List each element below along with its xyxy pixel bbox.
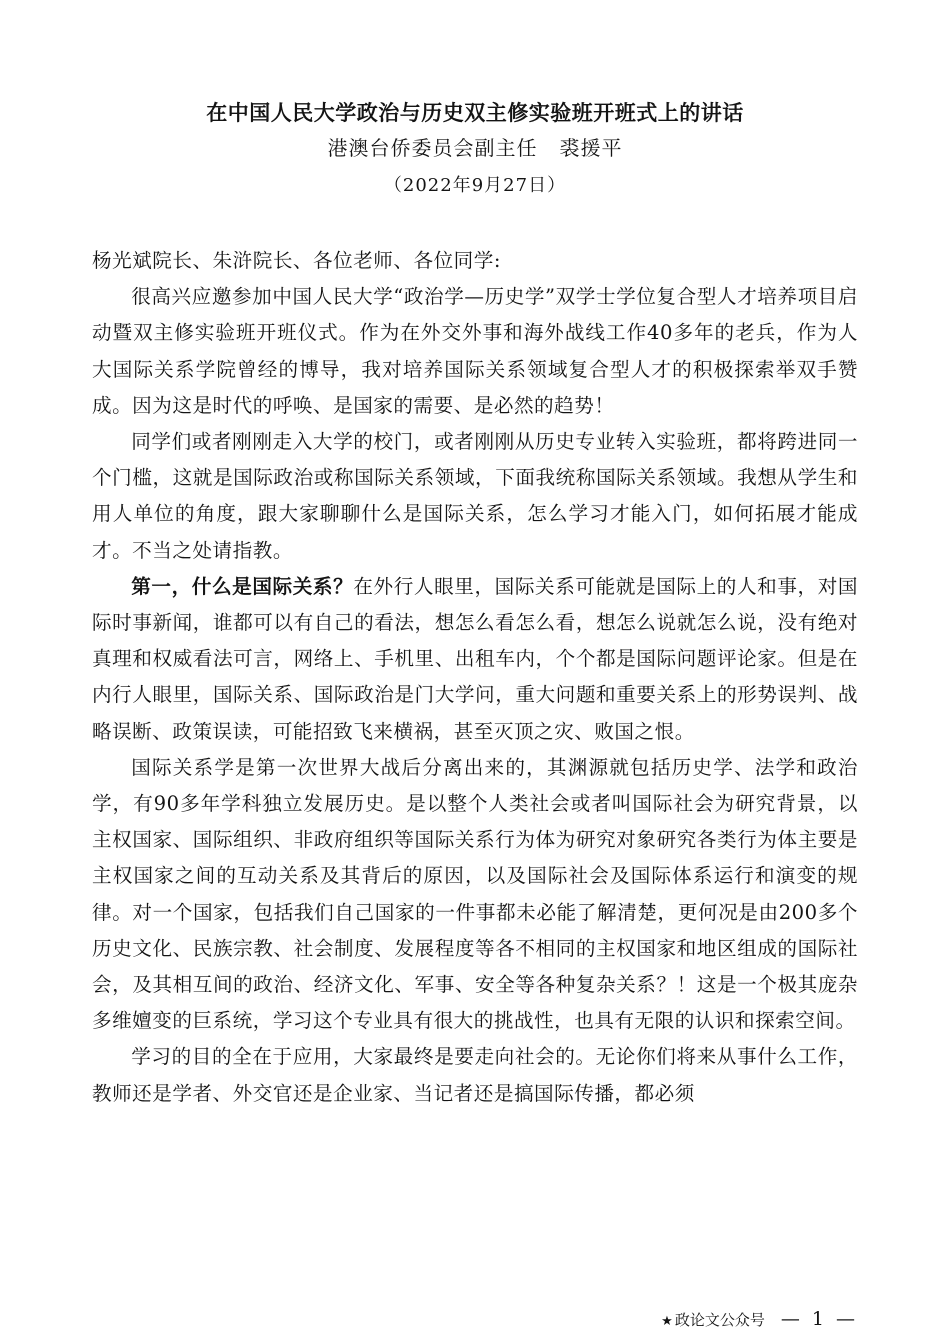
paragraph-4: 国际关系学是第一次世界大战后分离出来的，其渊源就包括历史学、法学和政治学，有90多年学科独立发展历史。是以整个人类社会或者叫国际社会为研究背景，以主权国家、国际组织、非政府组织等国际关系行为体为研究对象研究各类行为体主要是主权国家之间的互动关系及其背后的原因，以及国际社会及国际体系运行和演变的规律。对一个国家，包括我们自己国家的一件事都未必能了解清楚，更何况是由200多个历史文化、民族宗教、社会制度、发展程度等各不相同的主权国家和地区组成的国际社会，及其相互间的政治、经济文化、军事、安全等各种复杂关系？！这是一个极其庞杂多维嬗变的巨系统，学习这个专业具有很大的挑战性，也具有无限的认识和探索空间。 (92, 755, 858, 1033)
page-number: — 1 — (780, 1308, 858, 1330)
speech-body (92, 243, 858, 1112)
speaker-name: 裘援平 (559, 136, 623, 160)
salutation: 杨光斌院长、朱浒院长、各位老师、各位同学: (92, 249, 501, 272)
document-title: 在中国人民大学政治与历史双主修实验班开班式上的讲话 (206, 100, 744, 125)
paragraph-2: 同学们或者刚刚走入大学的校门，或者刚刚从历史专业转入实验班，都将跨进同一个门槛，这就是国际政治或称国际关系领域，下面我统称国际关系领域。我想从学生和用人单位的角度，跟大家聊聊什么是国际关系，怎么学习才能入门，如何拓展才能成才。不当之处请指教。 (92, 430, 858, 562)
paragraph-3 (92, 569, 858, 750)
paragraph-3-text: 在外行人眼里，国际关系可能就是国际上的人和事，对国际时事新闻，谁都可以有自己的看法，想怎么看怎么看，想怎么说就怎么说，没有绝对真理和权威看法可言，网络上、手机里、出租车内，个个都是国际问题评论家。但是在内行人眼里，国际关系、国际政治是门大学问，重大问题和重要关系上的形势误判、战略误断、政策误读，可能招致飞来横祸，甚至灭顶之灾、败国之恨。 (92, 574, 859, 743)
speaker-role: 港澳台侨委员会副主任 (327, 136, 538, 160)
section-heading-first: 第一，什么是国际关系？ (131, 574, 354, 598)
speech-date: （2022年9月27日） (383, 175, 567, 196)
star-icon: ★ (661, 1314, 673, 1329)
footer-source: 政论文公众号 (674, 1311, 765, 1329)
paragraph-1: 很高兴应邀参加中国人民大学“政治学—历史学”双学士学位复合型人才培养项目启动暨双主修实验班开班仪式。作为在外交外事和海外战线工作40多年的老兵，作为人大国际关系学院曾经的博导，我对培养国际关系领域复合型人才的积极探索举双手赞成。因为这是时代的呼唤、是国家的需要、是必然的趋势！ (92, 285, 858, 417)
page-footer (661, 1309, 858, 1332)
paragraph-5: 学习的目的全在于应用，大家最终是要走向社会的。无论你们将来从事什么工作，教师还是学者、外交官还是企业家、当记者还是搞国际传播，都必须 (92, 1045, 858, 1105)
speaker-line (0, 133, 950, 163)
